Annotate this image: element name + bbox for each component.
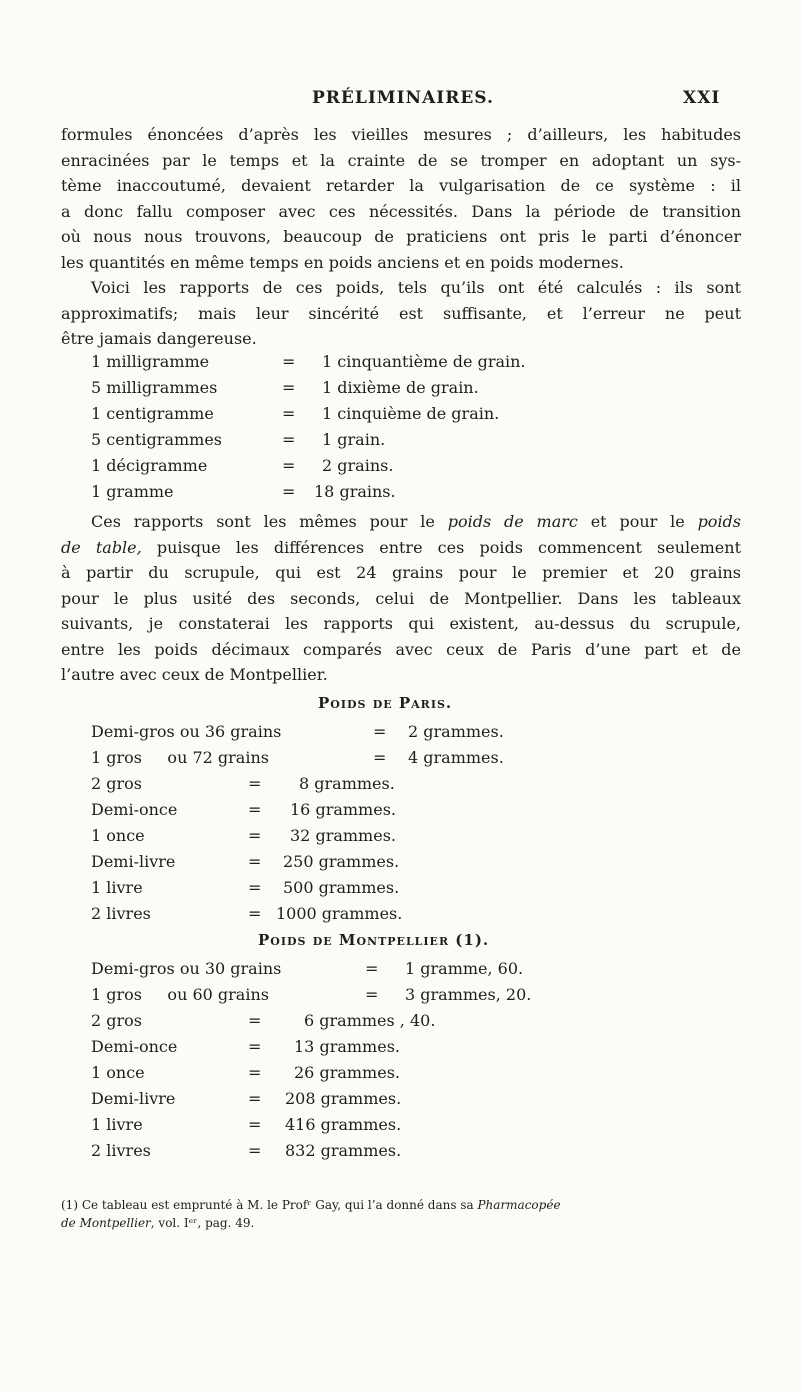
weight-value: 416 grammes. bbox=[285, 1115, 402, 1134]
equals-sign: = bbox=[248, 1011, 262, 1030]
weight-value: 1 gramme, 60. bbox=[405, 959, 524, 978]
equals-sign: = bbox=[282, 456, 296, 475]
weight-label: 1 gros ou 60 grains bbox=[91, 985, 269, 1004]
weight-label: 1 milligramme bbox=[91, 352, 210, 371]
equals-sign: = bbox=[248, 1063, 262, 1082]
text-line: a donc fallu composer avec ces nécessités. Dans la période de transition bbox=[61, 201, 741, 221]
italic-term: poids bbox=[697, 512, 742, 531]
italic-term: poids de marc bbox=[447, 512, 578, 531]
weight-value: 26 grammes. bbox=[294, 1063, 400, 1082]
weight-value: 1 cinquantième de grain. bbox=[322, 352, 526, 371]
text-line bbox=[61, 535, 741, 561]
weight-label: Demi-once bbox=[91, 1037, 178, 1056]
text-line: pour le plus usité des seconds, celui de Montpellier. Dans les tableaux bbox=[61, 588, 741, 608]
weight-value: 1 grain. bbox=[322, 430, 386, 449]
weight-label: 1 livre bbox=[91, 878, 143, 897]
italic-title: de Montpellier bbox=[61, 1216, 151, 1230]
text-run: puisque les différences entre ces poids commencent seulement bbox=[141, 537, 741, 557]
equals-sign: = bbox=[248, 904, 262, 923]
weight-label: 1 livre bbox=[91, 1115, 143, 1134]
footnote-line bbox=[61, 1214, 741, 1232]
text-line: tème inaccoutumé, devaient retarder la vulgarisation de ce système : il bbox=[61, 176, 741, 195]
weight-value: 18 grains. bbox=[314, 482, 396, 501]
page-number: XXI bbox=[683, 88, 721, 108]
weight-label: 1 centigramme bbox=[91, 404, 214, 423]
weight-value: 500 grammes. bbox=[283, 878, 400, 897]
text-line: entre les poids décimaux comparés avec ceux de Paris d’une part et de bbox=[61, 639, 741, 659]
intro-paragraph bbox=[61, 122, 741, 352]
equals-sign: = bbox=[282, 430, 296, 449]
text-line: les quantités en même temps en poids anciens et en poids modernes. bbox=[61, 252, 624, 272]
text-line: suivants, je constaterai les rapports qui existent, au-dessus du scrupule, bbox=[61, 614, 741, 633]
weight-value: 1000 grammes. bbox=[276, 904, 403, 923]
weight-label: 2 gros bbox=[91, 774, 142, 793]
weight-label: 5 centigrammes bbox=[91, 430, 222, 449]
equals-sign: = bbox=[248, 878, 262, 897]
weight-label: Demi-livre bbox=[91, 1089, 176, 1108]
equals-sign: = bbox=[248, 774, 262, 793]
weight-value: 32 grammes. bbox=[290, 826, 396, 845]
equals-sign: = bbox=[248, 800, 262, 819]
text-line: approximatifs; mais leur sincérité est suffisante, et l’erreur ne peut bbox=[61, 303, 741, 323]
text-line: à partir du scrupule, qui est 24 grains pour le premier et 20 grains bbox=[61, 563, 741, 582]
weight-label: 1 gros ou 72 grains bbox=[91, 748, 269, 767]
weight-label: 1 once bbox=[91, 1063, 145, 1082]
text-run: , vol. Iᵉʳ, pag. 49. bbox=[150, 1216, 255, 1230]
weight-label: 2 gros bbox=[91, 1011, 142, 1030]
weight-value: 8 grammes. bbox=[299, 774, 395, 793]
weight-label: 5 milligrammes bbox=[91, 378, 218, 397]
equals-sign: = bbox=[282, 482, 296, 501]
equals-sign: = bbox=[373, 722, 387, 741]
equals-sign: = bbox=[248, 1089, 262, 1108]
weight-label: Demi-gros ou 30 grains bbox=[91, 959, 282, 978]
weight-value: 832 grammes. bbox=[285, 1141, 402, 1160]
text-line: l’autre avec ceux de Montpellier. bbox=[61, 665, 328, 684]
weight-label: Demi-livre bbox=[91, 852, 176, 871]
text-run: Ces rapports sont les mêmes pour le bbox=[91, 512, 448, 531]
weight-label: Demi-gros ou 36 grains bbox=[91, 722, 282, 741]
running-title: PRÉLIMINAIRES. bbox=[312, 88, 494, 108]
paris-table-title bbox=[318, 694, 452, 712]
body-paragraph bbox=[61, 509, 741, 688]
section-title-text: Poids de Paris. bbox=[318, 694, 453, 712]
equals-sign: = bbox=[282, 352, 296, 371]
weight-value: 4 grammes. bbox=[408, 748, 504, 767]
weight-value: 6 grammes , 40. bbox=[304, 1011, 436, 1030]
weight-value: 2 grains. bbox=[322, 456, 394, 475]
weight-value: 208 grammes. bbox=[285, 1089, 402, 1108]
weight-value: 13 grammes. bbox=[294, 1037, 400, 1056]
equals-sign: = bbox=[248, 1115, 262, 1134]
text-line: être jamais dangereuse. bbox=[61, 329, 257, 348]
equals-sign: = bbox=[282, 404, 296, 423]
text-line: formules énoncées d’après les vieilles mesures ; d’ailleurs, les habitudes bbox=[61, 125, 741, 144]
weight-value: 250 grammes. bbox=[283, 852, 400, 871]
weight-label: 1 gramme bbox=[91, 482, 174, 501]
equals-sign: = bbox=[365, 959, 379, 978]
footnote-line bbox=[61, 1196, 741, 1214]
equals-sign: = bbox=[365, 985, 379, 1004]
weight-label: 2 livres bbox=[91, 904, 151, 923]
equals-sign: = bbox=[373, 748, 387, 767]
equals-sign: = bbox=[248, 1037, 262, 1056]
page-header bbox=[0, 88, 801, 112]
text-line bbox=[61, 509, 741, 535]
weight-label: Demi-once bbox=[91, 800, 178, 819]
weight-value: 16 grammes. bbox=[290, 800, 396, 819]
weight-label: 1 once bbox=[91, 826, 145, 845]
text-run: et pour le bbox=[577, 512, 698, 531]
montpellier-table-title bbox=[258, 931, 489, 949]
text-line: Voici les rapports de ces poids, tels qu’ils ont été calculés : ils sont bbox=[91, 278, 741, 297]
weight-value: 3 grammes, 20. bbox=[405, 985, 532, 1004]
weight-label: 1 décigramme bbox=[91, 456, 208, 475]
italic-title: Pharmacopée bbox=[477, 1198, 561, 1212]
footnote bbox=[61, 1196, 741, 1232]
equals-sign: = bbox=[248, 1141, 262, 1160]
weight-value: 1 cinquième de grain. bbox=[322, 404, 500, 423]
text-run: (1) Ce tableau est emprunté à M. le Profʳ Gay, qui l’a donné dans sa bbox=[61, 1198, 478, 1212]
text-line: où nous nous trouvons, beaucoup de praticiens ont pris le parti d’énoncer bbox=[61, 227, 741, 246]
section-title-text: Poids de Montpellier (1). bbox=[258, 931, 490, 949]
weight-value: 1 dixième de grain. bbox=[322, 378, 479, 397]
equals-sign: = bbox=[248, 826, 262, 845]
equals-sign: = bbox=[248, 852, 262, 871]
weight-value: 2 grammes. bbox=[408, 722, 504, 741]
text-line: enracinées par le temps et la crainte de se tromper en adoptant un sys- bbox=[61, 150, 741, 170]
weight-label: 2 livres bbox=[91, 1141, 151, 1160]
equals-sign: = bbox=[282, 378, 296, 397]
italic-term: de table, bbox=[61, 537, 142, 557]
